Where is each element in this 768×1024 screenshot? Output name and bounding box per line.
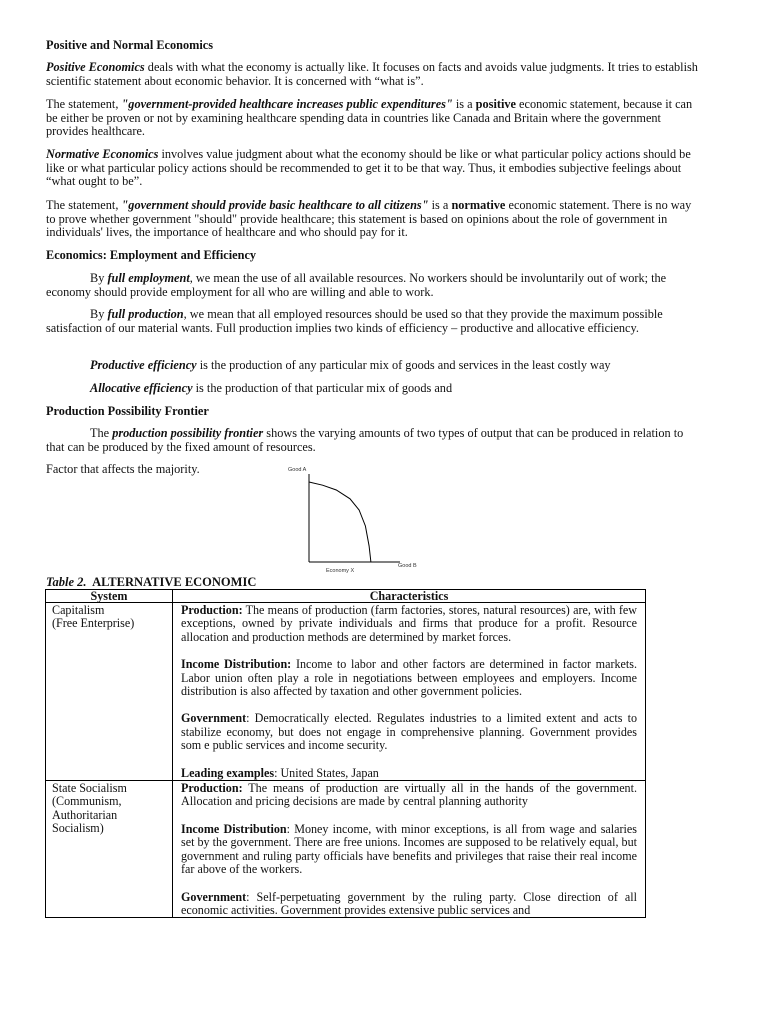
characteristic-text: : United States, Japan <box>274 765 379 780</box>
table-caption <box>46 575 256 590</box>
text-segment: economic statement, because it can be either be proven or not by examining healthcare spending data in countries like Canada and Britain where the government provides healthcare. <box>46 97 693 139</box>
normative-economics-term: Normative Economics <box>46 147 159 161</box>
characteristic-item <box>181 658 637 698</box>
header-system: System <box>46 590 173 603</box>
system-name-line: (Free Enterprise) <box>52 616 135 631</box>
heading-ppf: Production Possibility Frontier <box>46 404 209 418</box>
characteristic-label: Government <box>181 889 247 904</box>
characteristic-item <box>181 823 637 877</box>
text-segment: By <box>90 307 108 321</box>
table-row <box>46 603 646 781</box>
table-number: Table 2. <box>46 575 87 589</box>
allocative-efficiency-term: Allocative efficiency <box>90 381 193 395</box>
text-segment: The statement, <box>46 198 122 212</box>
factor-line: Factor that affects the majority. <box>46 462 200 476</box>
characteristic-label: Leading examples <box>181 765 275 780</box>
ppf-curve <box>309 482 371 562</box>
productive-efficiency-term: Productive efficiency <box>90 358 197 372</box>
characteristic-label: Income Distribution <box>181 821 287 836</box>
positive-economics-text: deals with what the economy is actually like. It focuses on facts and avoids value judgments. It tries to establish scientific statement about economic behavior. It is concerned with “what is”. <box>46 60 698 88</box>
full-employment-term: full employment <box>107 271 190 285</box>
ppf-term: production possibility frontier <box>112 426 264 440</box>
text-segment: economic statement. There is no way to prove whether government "should" provide healthcare; this statement is based on opinions about the role of government in individuals' lives, the importance of healthcare and who should pay for it. <box>46 198 692 240</box>
positive-statement-paragraph <box>46 98 700 139</box>
system-name-line: Authoritarian <box>52 807 118 822</box>
text-segment: is a <box>452 97 476 111</box>
normative-economics-text: involves value judgment about what the economy should be like or what particular policy actions should be like or what particular policy actions should be recommended to get it to be that way. Thus, it embodies subjective feelings about “what ought to be”. <box>46 147 691 189</box>
full-employment-paragraph <box>46 272 700 299</box>
characteristic-text: : Money income, with minor exceptions, is all from wage and salaries set by the government. There are free unions. Incomes are supposed to be relatively equal, but government and ruling party officials have benefits and privileges that raise their real income far above of the workers. <box>181 821 637 877</box>
characteristic-label: Production: <box>181 781 243 796</box>
heading-employment-efficiency: Economics: Employment and Efficiency <box>46 248 257 262</box>
positive-keyword: positive <box>475 97 516 111</box>
x-axis-label: Good B <box>398 563 417 569</box>
text-segment: The statement, <box>46 97 122 111</box>
characteristic-item <box>181 712 637 752</box>
system-name-line: State Socialism <box>52 781 127 796</box>
characteristic-label: Government <box>181 711 247 726</box>
system-name-line: Socialism) <box>52 821 104 836</box>
system-name-line: Capitalism <box>52 603 105 617</box>
characteristic-text: The means of production (farm factories, stores, natural resources) are, with few exceptions, owned by private individuals and firms that produce for a profit. Resource allocation and production methods are determined by market forces. <box>181 603 637 644</box>
table-row <box>46 781 646 918</box>
ppf-chart-svg <box>282 462 417 578</box>
normative-statement-quote: "government should provide basic healthcare to all citizens" <box>121 198 429 212</box>
characteristic-label: Income Distribution: <box>181 657 292 672</box>
text-segment: is the production of that particular mix of goods and <box>192 381 453 395</box>
productive-efficiency-paragraph <box>46 359 700 373</box>
characteristic-item <box>181 782 637 809</box>
economic-systems-table <box>45 589 646 918</box>
normative-keyword: normative <box>451 198 506 212</box>
ppf-chart <box>282 462 417 578</box>
chart-caption: Economy X <box>326 568 355 574</box>
system-name-line: (Communism, <box>52 794 122 809</box>
normative-economics-paragraph <box>46 148 700 189</box>
text-segment: is a <box>428 198 452 212</box>
characteristic-text: Income to labor and other factors are determined in factor markets. Labor union often play a role in negotiations between employees and employers. Income distribution is also affected by taxation and other government policies. <box>181 657 637 699</box>
heading-positive-normal: Positive and Normal Economics <box>46 38 214 52</box>
characteristic-item <box>181 891 637 918</box>
text-segment: , we mean the use of all available resources. No workers should be involuntarily out of work; the economy should provide employment for all who are willing and able to work. <box>46 271 667 299</box>
positive-economics-term: Positive Economics <box>46 60 145 74</box>
text-segment: is the production of any particular mix of goods and services in the least costly way <box>196 358 611 372</box>
characteristic-item <box>181 604 637 644</box>
y-axis-label: Good A <box>288 467 307 473</box>
header-characteristics: Characteristics <box>173 590 646 603</box>
text-segment: , we mean that all employed resources should be used so that they provide the maximum possible satisfaction of our material wants. Full production implies two kinds of efficiency – productive and allocative efficiency. <box>46 307 663 335</box>
system-cell <box>46 603 173 781</box>
text-segment: By <box>90 271 108 285</box>
allocative-efficiency-paragraph <box>46 382 700 396</box>
table-header-row <box>46 590 646 603</box>
characteristic-text: : Democratically elected. Regulates industries to a limited extent and acts to stabilize economy, but does not engage in comprehensive planning. Government provides som e public services and income security. <box>181 711 637 753</box>
characteristics-cell <box>173 603 646 781</box>
characteristics-cell <box>173 781 646 918</box>
full-production-term: full production <box>107 307 184 321</box>
normative-statement-paragraph <box>46 199 700 240</box>
ppf-paragraph <box>46 427 700 454</box>
positive-statement-quote: "government-provided healthcare increases public expenditures" <box>121 97 453 111</box>
text-segment: shows the varying amounts of two types of output that can be produced in relation to that can be produced by the fixed amount of resources. <box>46 426 684 454</box>
characteristic-text: The means of production are virtually all in the hands of the government. Allocation and pricing decisions are made by central planning authority <box>181 781 637 809</box>
table-title: ALTERNATIVE ECONOMIC <box>92 575 257 589</box>
system-cell <box>46 781 173 918</box>
characteristic-label: Production: <box>181 603 243 617</box>
positive-economics-paragraph <box>46 61 700 88</box>
full-production-paragraph <box>46 308 700 335</box>
text-segment: The <box>90 426 113 440</box>
characteristic-item <box>181 767 637 780</box>
characteristic-text: : Self-perpetuating government by the ruling party. Close direction of all economic activities. Government provides extensive public services and <box>181 889 637 917</box>
